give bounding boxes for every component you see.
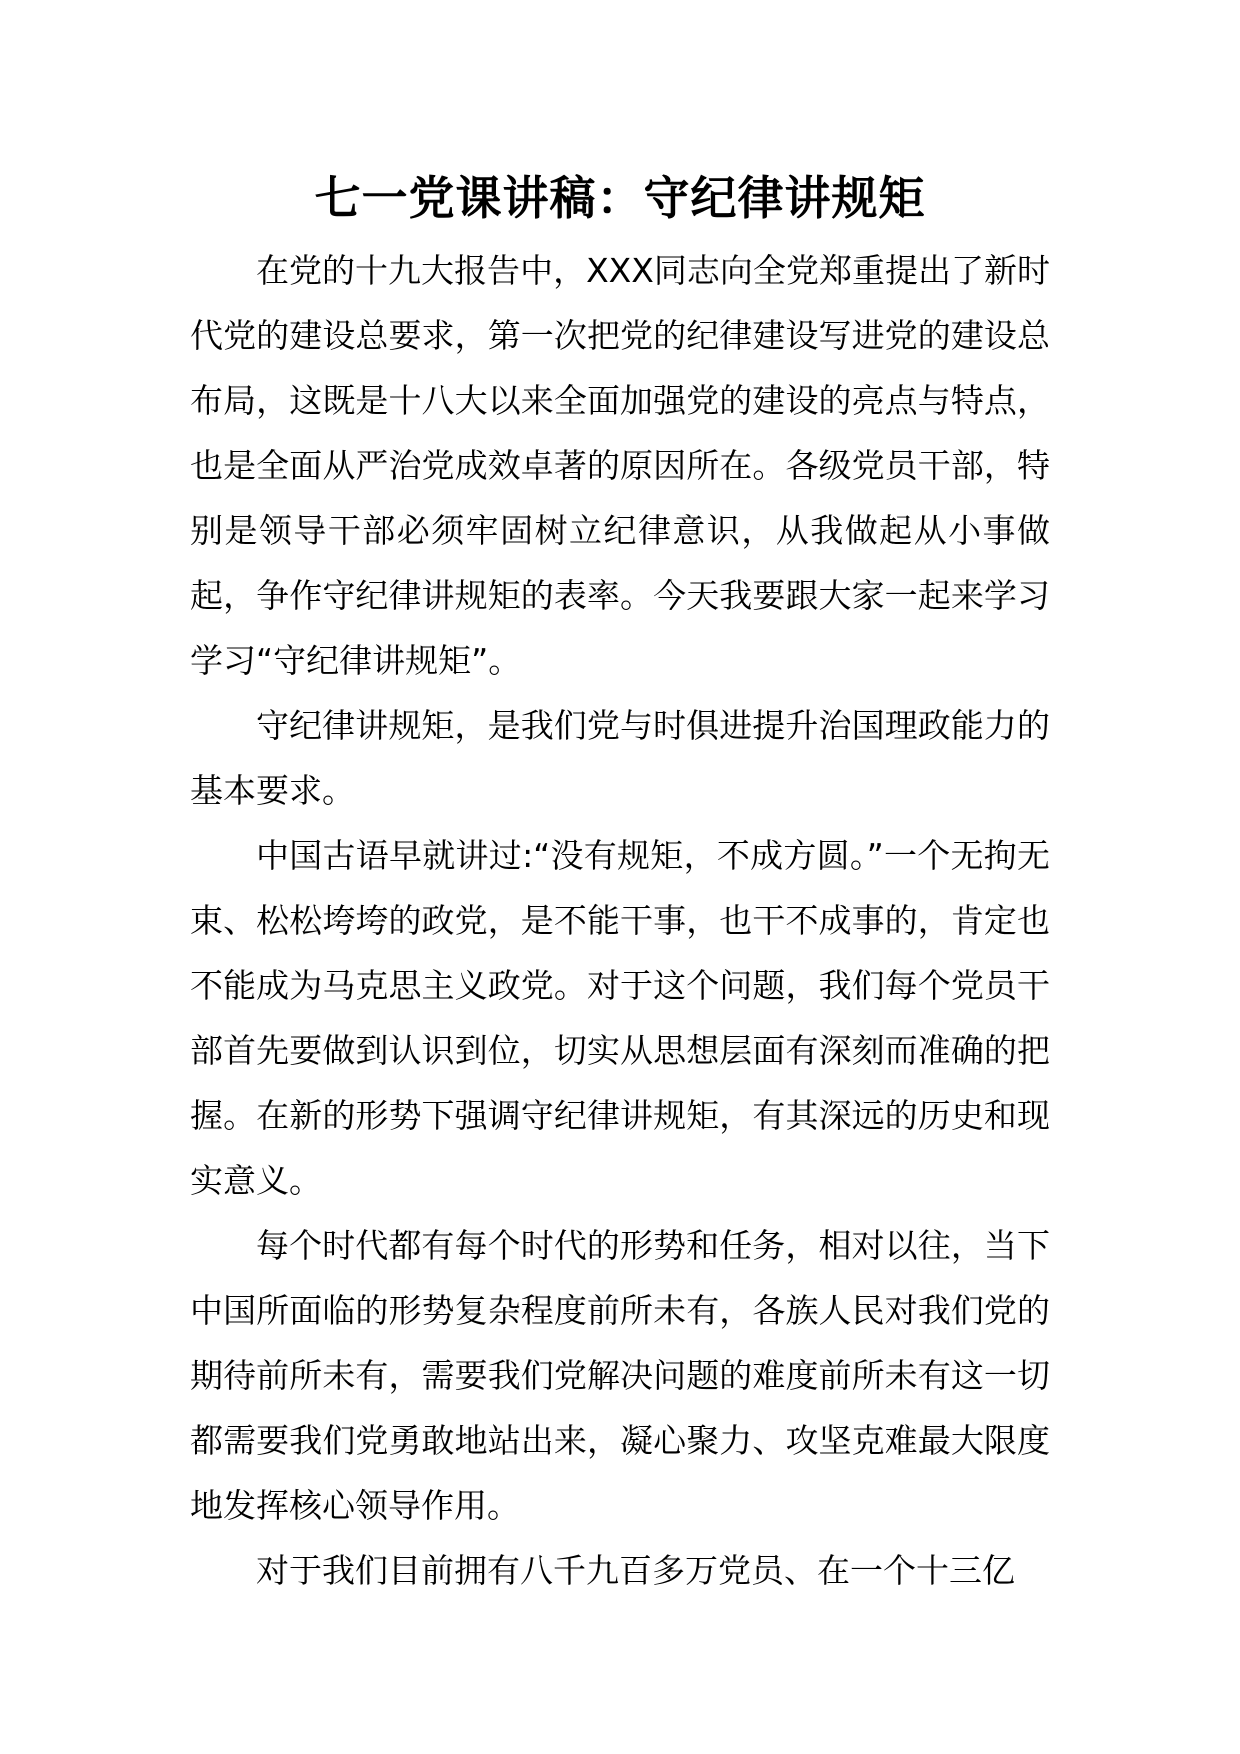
paragraph-5: 对于我们目前拥有八千九百多万党员、在一个十三亿 xyxy=(256,1551,1015,1590)
paragraph-4: 每个时代都有每个时代的形势和任务，相对以往，当下中国所面临的形势复杂程度前所未有，各族人民对我们党的期待前所未有，需要我们党解决问题的难度前所未有这一切都需要我们党勇敢地站出来，凝心聚力、攻坚克难最大限度地发挥核心领导作用。 xyxy=(190,1226,1050,1525)
paragraph-1: 在党的十九大报告中，XXX同志向全党郑重提出了新时代党的建设总要求，第一次把党的纪律建设写进党的建设总布局，这既是十八大以来全面加强党的建设的亮点与特点，也是全面从严治党成效卓著的原因所在。各级党员干部，特别是领导干部必须牢固树立纪律意识，从我做起从小事做起，争作守纪律讲规矩的表率。今天我要跟大家一起来学习学习“守纪律讲规矩”。 xyxy=(190,251,1050,680)
paragraph-2: 守纪律讲规矩，是我们党与时俱进提升治国理政能力的基本要求。 xyxy=(190,706,1050,810)
paragraph-3: 中国古语早就讲过:“没有规矩，不成方圆。”一个无拘无束、松松垮垮的政党，是不能干事，也干不成事的，肯定也不能成为马克思主义政党。对于这个问题，我们每个党员干部首先要做到认识到位，切实从思想层面有深刻而准确的把握。在新的形势下强调守纪律讲规矩，有其深远的历史和现实意义。 xyxy=(190,836,1050,1200)
document-body xyxy=(190,238,1050,1603)
document-title: 七一党课讲稿：守纪律讲规矩 xyxy=(314,171,926,225)
